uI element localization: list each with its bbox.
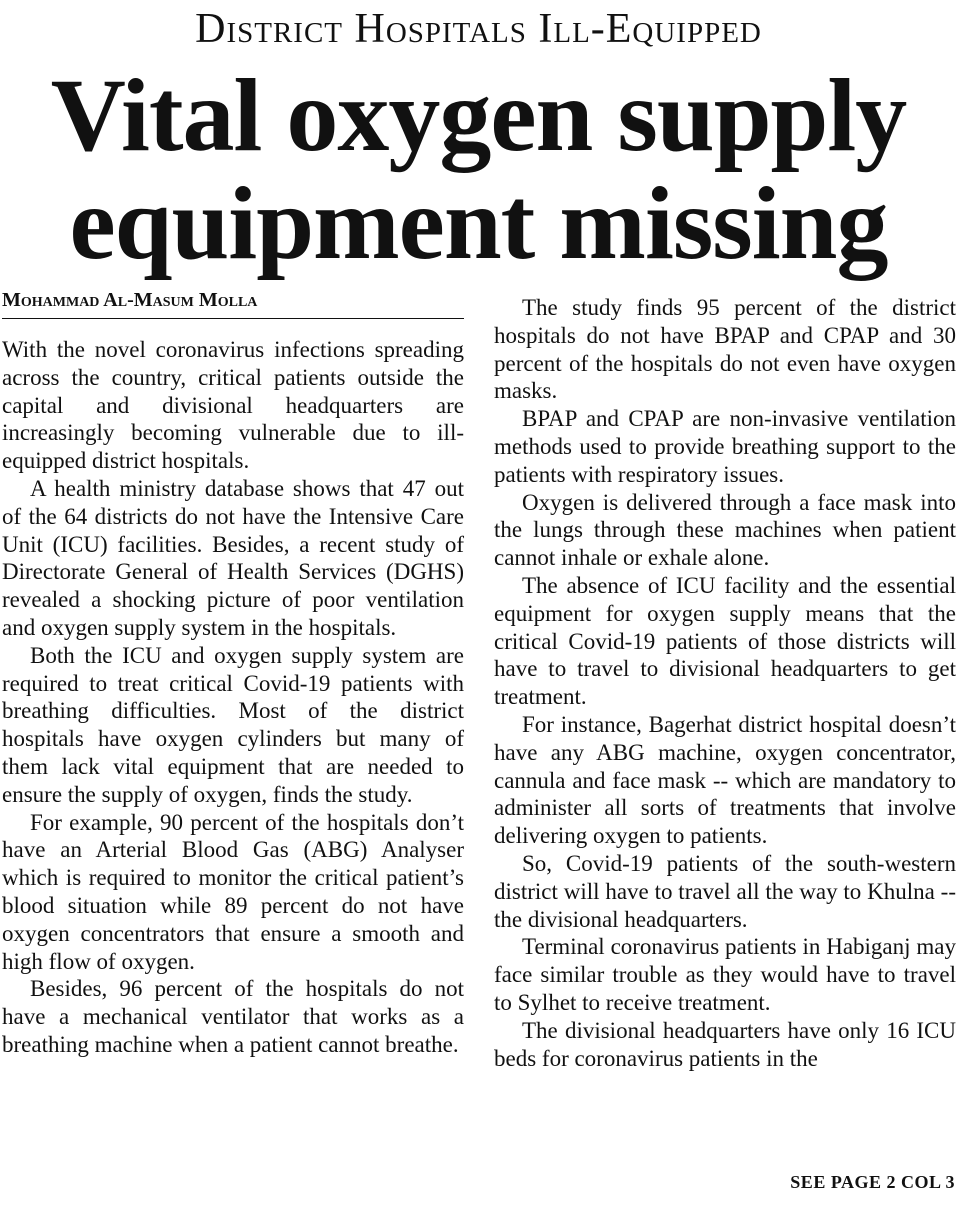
headline-line-1: Vital oxygen supply <box>50 58 907 173</box>
paragraph: Besides, 96 percent of the hospitals do not have a mechanical ventilator that works as a breathing machine when a patient cannot breathe. <box>2 976 464 1057</box>
byline: Mohammad Al-Masum Molla <box>2 288 464 319</box>
article-column-right <box>494 294 956 1072</box>
paragraph: Both the ICU and oxygen supply system are required to treat critical Covid-19 patients with breathing difficulties. Most of the district hospitals have oxygen cylinders but many of them lack vital equipment that are needed to ensure the supply of oxygen, finds the study. <box>2 642 464 807</box>
paragraph: BPAP and CPAP are non-invasive ventilation methods used to provide breathing support to the patients with respiratory issues. <box>494 406 956 487</box>
paragraph: So, Covid-19 patients of the south-western district will have to travel all the way to Khulna -- the divisional headquarters. <box>494 850 956 932</box>
paragraph: A health ministry database shows that 47 out of the 64 districts do not have the Intensive Care Unit (ICU) facilities. Besides, a recent study of Directorate General of Health Services (DGHS) revealed a shocking picture of poor ventilation and oxygen supply system in the hospitals. <box>2 475 464 640</box>
paragraph: Oxygen is delivered through a face mask into the lungs through these machines when patient cannot inhale or exhale alone. <box>494 489 956 571</box>
paragraph: For instance, Bagerhat district hospital doesn’t have any ABG machine, oxygen concentrator, cannula and face mask -- which are mandatory to administer all sorts of treatments that involve delivering oxygen to patients. <box>494 711 956 849</box>
paragraph: The study finds 95 percent of the district hospitals do not have BPAP and CPAP and 30 percent of the hospitals do not even have oxygen masks. <box>494 295 956 404</box>
paragraph: For example, 90 percent of the hospitals don’t have an Arterial Blood Gas (ABG) Analyser which is required to monitor the critical patient’s blood situation while 89 percent do not have oxygen concentrators that ensure a smooth and high flow of oxygen. <box>2 809 464 974</box>
headline-line-2: equipment missing <box>69 166 888 281</box>
headline <box>0 58 957 281</box>
continuation-note: SEE PAGE 2 COL 3 <box>790 1172 955 1192</box>
paragraph: The divisional headquarters have only 16 ICU beds for coronavirus patients in the <box>494 1017 956 1071</box>
paragraph: The absence of ICU facility and the essential equipment for oxygen supply means that the critical Covid-19 patients of those districts will have to travel to divisional headquarters to get treatment. <box>494 572 956 710</box>
paragraph: Terminal coronavirus patients in Habiganj may face similar trouble as they would have to travel to Sylhet to receive treatment. <box>494 934 956 1015</box>
kicker: District Hospitals Ill-Equipped <box>195 6 762 52</box>
article-column-left <box>2 336 464 1059</box>
paragraph: With the novel coronavirus infections spreading across the country, critical patients outside the capital and divisional headquarters are increasingly becoming vulnerable due to ill-equipped district hospitals. <box>2 337 464 474</box>
